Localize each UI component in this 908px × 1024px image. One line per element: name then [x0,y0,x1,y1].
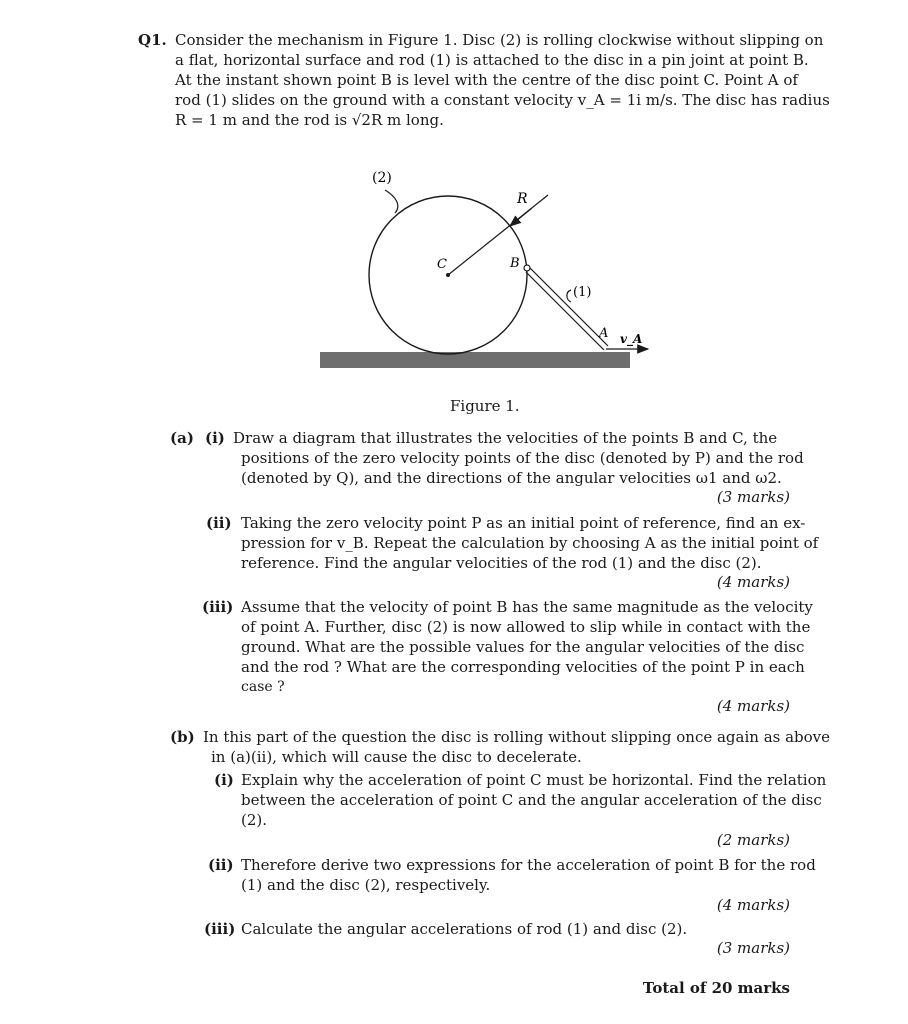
part-b-i-marks: (2 marks) [716,831,790,849]
label-disc-2: (2) [372,170,392,186]
part-b-i-line-3: (2). [241,811,268,829]
intro-line-1: Consider the mechanism in Figure 1. Disc (2) is rolling clockwise without slipping on [175,31,824,49]
part-b-i-label: (i) [214,771,234,789]
part-b-i-line-1: Explain why the acceleration of point C must be horizontal. Find the relation [241,771,827,789]
label-a: A [599,326,609,341]
pin-joint-b [524,265,530,271]
part-a-i-line-2: positions of the zero velocity points of the disc (denoted by P) and the rod [241,449,804,467]
part-b-ii-label: (ii) [208,856,234,874]
part-a-ii-line-3: reference. Find the angular velocities of the rod (1) and the disc (2). [241,554,762,572]
label-c: C [437,257,447,272]
part-b-label: (b) [170,728,195,746]
intro-line-4: rod (1) slides on the ground with a constant velocity v_A = 1i m/s. The disc has radius [175,91,830,109]
rod-1-edge-a [526,272,604,350]
part-b-ii-marks: (4 marks) [716,896,790,914]
part-a-iii-label: (iii) [202,598,234,616]
intro-line-3: At the instant shown point B is level with the centre of the disc point C. Point A of [175,71,798,89]
disc-label-leader [385,190,398,213]
label-va: v_A [620,332,643,346]
radius-arrow [510,208,532,226]
part-b-ii-line-1: Therefore derive two expressions for the acceleration of point B for the rod [241,856,816,874]
part-b-ii-line-2: (1) and the disc (2), respectively. [241,876,491,894]
radius-line [448,195,548,275]
part-a-ii-line-2: pression for v_B. Repeat the calculation by choosing A as the initial point of [241,534,819,552]
figure-caption: Figure 1. [450,397,520,415]
part-a-i-marks: (3 marks) [716,488,790,506]
rod-label-leader [567,290,571,302]
question-label: Q1. [138,31,167,49]
label-b: B [510,256,520,271]
part-a-ii-marks: (4 marks) [716,573,790,591]
part-a-ii-label: (ii) [206,514,232,532]
figure-1-mechanism [0,0,908,400]
part-b-iii-line-1: Calculate the angular accelerations of rod (1) and disc (2). [241,920,688,938]
ground-surface [320,352,630,368]
intro-line-2: a flat, horizontal surface and rod (1) is attached to the disc in a pin joint at point B. [175,51,809,69]
part-b-line-2: in (a)(ii), which will cause the disc to decelerate. [211,748,582,766]
part-a-i-line-1: Draw a diagram that illustrates the velocities of the points B and C, the [233,429,778,447]
part-a-iii-line-3: ground. What are the possible values for the angular velocities of the disc [241,638,805,656]
part-a-i-label: (i) [205,429,225,447]
label-rod-1: (1) [573,285,592,300]
label-r: R [517,191,528,207]
part-a-i-line-3: (denoted by Q), and the directions of the angular velocities ω1 and ω2. [241,469,782,487]
intro-line-5: R = 1 m and the rod is √2R m long. [175,111,444,129]
part-b-i-line-2: between the acceleration of point C and the angular acceleration of the disc [241,791,822,809]
part-a-iii-line-5: case ? [241,679,285,695]
part-a-iii-line-1: Assume that the velocity of point B has the same magnitude as the velocity [241,598,813,616]
part-a-iii-marks: (4 marks) [716,697,790,715]
rod-1-edge-b [530,268,608,346]
part-b-iii-marks: (3 marks) [716,939,790,957]
total-marks: Total of 20 marks [642,979,790,997]
part-b-line-1: In this part of the question the disc is rolling without slipping once again as above [203,728,831,746]
part-a-iii-line-2: of point A. Further, disc (2) is now allowed to slip while in contact with the [241,618,811,636]
part-b-iii-label: (iii) [204,920,236,938]
part-a-label: (a) [170,429,194,447]
part-a-iii-line-4: and the rod ? What are the corresponding velocities of the point P in each [241,658,805,676]
part-a-ii-line-1: Taking the zero velocity point P as an initial point of reference, find an ex- [241,514,806,532]
